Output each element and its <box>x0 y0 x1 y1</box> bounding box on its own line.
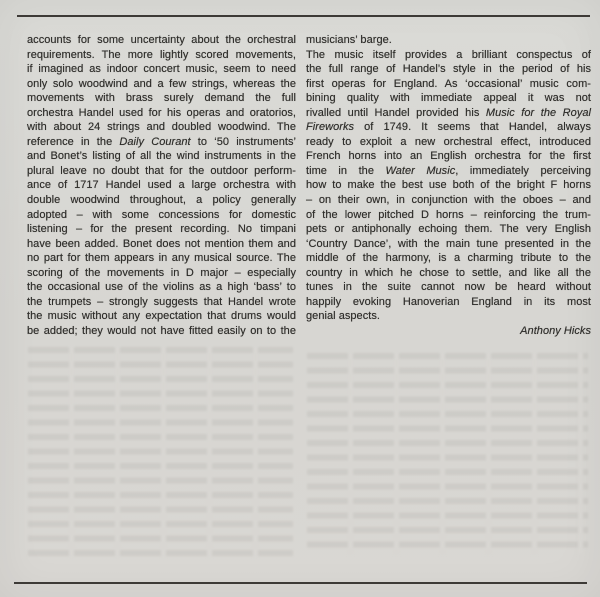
text-line: pets or antiphonally echoing them. The very English <box>306 223 591 236</box>
ghost-text-showthrough-right <box>307 353 588 555</box>
text-line: scoring of the movements in D major – especially <box>27 266 296 279</box>
ghost-text-showthrough-left <box>28 347 293 557</box>
text-line: plural leave no doubt that for the outdoor perform- <box>27 164 296 177</box>
author-signature: Anthony Hicks <box>520 324 591 337</box>
text-line: tunes in the suite cannot now be heard without <box>306 281 591 294</box>
text-line: the occasional use of the violins as a high ‘bass’ to <box>27 281 296 294</box>
text-line: middle of the harmony, is a charming tribute to the <box>306 252 591 265</box>
text-line: the trumpets – strongly suggests that Handel wrote <box>27 295 296 308</box>
text-line: ance of 1717 Handel used a large orchestra with <box>27 179 296 192</box>
text-line: rivalled until Handel provided his Music for the Royal <box>306 106 592 119</box>
text-line: listening – for the present recording. No timpani <box>27 223 296 236</box>
text-line: adopted – with some concessions for domestic <box>27 208 296 221</box>
text-line: country in which he chose to settle, and like all the <box>306 266 591 279</box>
right-text-column <box>306 33 591 338</box>
text-line: musicians’ barge. <box>306 34 392 46</box>
text-line: time in the Water Music, immediately perceiving <box>306 164 591 177</box>
text-line: double woodwind throughout, a policy generally <box>27 194 296 207</box>
text-line: – on their own, in conjunction with the oboes – and <box>306 194 591 207</box>
text-line: and Bonet’s listing of all the wind instruments in the <box>27 150 296 163</box>
top-rule <box>17 15 590 17</box>
text-line: Fireworks of 1749. It seems that Handel, always <box>306 121 591 134</box>
text-line: no part for them appears in any musical source. The <box>27 252 296 265</box>
text-line: have been added. Bonet does not mention them and <box>27 237 296 250</box>
text-line: ready to exploit a new orchestral effect, introduced <box>306 135 591 148</box>
text-line: The music itself provides a brilliant conspectus of <box>306 48 591 61</box>
text-line: ‘Country Dance’, with the main tune presented in the <box>306 237 591 250</box>
text-line: French horns into an English orchestra for the first <box>306 150 591 163</box>
text-line: happily evoking Hanoverian England in its most <box>306 295 591 308</box>
text-line: genial aspects. <box>306 310 380 323</box>
text-line: if imagined as indoor concert music, seem to need <box>27 63 296 76</box>
text-line: with about 24 strings and doubled woodwind. The <box>27 121 296 134</box>
text-line: how to make the best use both of the bright F horns <box>306 179 591 192</box>
text-line: orchestra Handel used for his operas and oratorios, <box>27 106 296 119</box>
text-line: bining quality with immediate appeal it was not <box>306 92 591 105</box>
text-line: accounts for some uncertainty about the orchestral <box>27 34 296 46</box>
text-line: be added; they would not have fitted easily on to the <box>27 324 296 337</box>
text-line: the music without any expectation that drums would <box>27 310 296 323</box>
left-text-column <box>27 33 296 338</box>
text-line: the full range of Handel’s style in the period of his <box>306 63 591 76</box>
text-line: only solo woodwind and a few strings, whereas the <box>27 77 296 90</box>
text-line: first operas for England. As ‘occasional’ music com- <box>306 77 591 90</box>
text-line: movements with brass surely demand the full <box>27 92 296 105</box>
text-line: reference in the Daily Courant to ‘50 instruments’ <box>27 135 296 148</box>
text-line: of the lower pitched D horns – reinforcing the trum- <box>306 208 591 221</box>
bottom-rule <box>14 582 587 584</box>
text-line: requirements. The more lightly scored movements, <box>27 48 296 61</box>
